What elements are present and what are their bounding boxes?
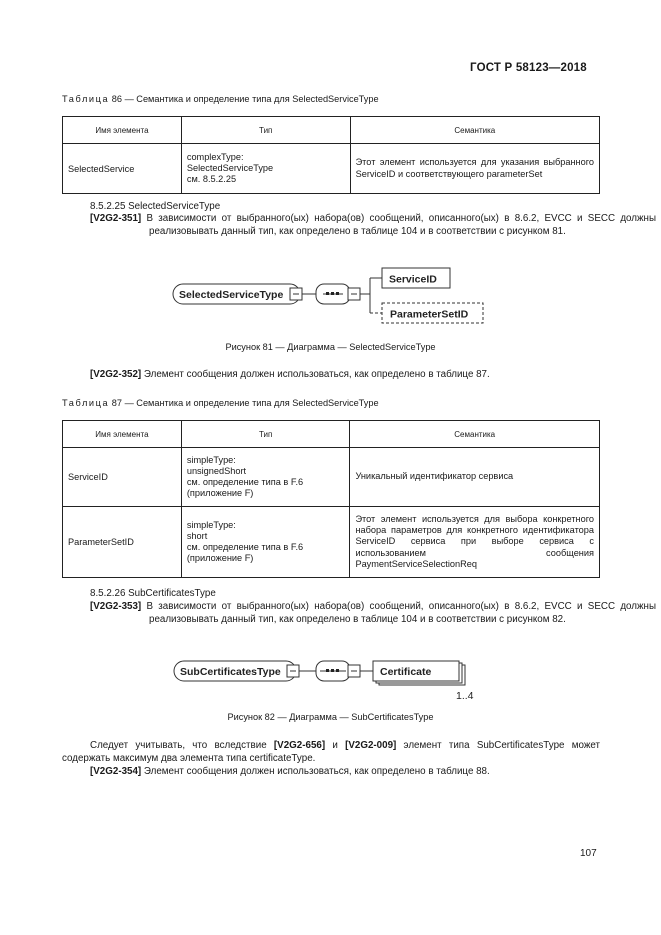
requirement-ref: [V2G2-009]: [345, 740, 397, 751]
text-run: и: [325, 740, 346, 751]
child-element-label: Certificate: [380, 666, 432, 678]
text-run: элемент типа SubCertificatesType может содержать максимум два элемента типа certificateType.: [62, 740, 600, 764]
caption-text: 86 — Семантика и определение типа для SelectedServiceType: [111, 94, 379, 104]
child-element-label: ServiceID: [389, 273, 437, 286]
type-label: SubCertificatesType: [180, 666, 281, 678]
semantics-cell: Этот элемент используется для выбора конкретного набора параметров для конкретного идентификатора ServiceID сервиса при выборе сервиса с использованием сообщения PaymentServiceSelectionReq: [350, 507, 600, 578]
type-line: complexType:: [186, 151, 244, 162]
semantics-cell: Этот элемент используется для указания выбранного ServiceID и соответствующего parameterSet: [350, 144, 599, 194]
element-name-cell: SelectedService: [63, 144, 182, 194]
type-line: см. определение типа в F.6: [186, 477, 304, 487]
type-cell: [181, 448, 350, 507]
requirement-id: [V2G2-354]: [90, 766, 142, 777]
requirement-id: [V2G2-351]: [90, 213, 142, 224]
requirement-text: В зависимости от выбранного(ых) набора(ов) сообщений, описанного(ых) в 8.6.2, EVCC и SECC должны реализовывать данный тип, как определено в таблице 104 и в соответствии с рисунком 82.: [141, 601, 656, 625]
requirement-id: [V2G2-352]: [90, 369, 142, 380]
column-header: Тип: [181, 117, 350, 144]
type-line: simpleType:: [186, 519, 236, 530]
column-header: Имя элемента: [63, 421, 182, 448]
section-heading: 8.5.2.25 SelectedServiceType: [90, 201, 221, 212]
type-line: short: [186, 530, 208, 541]
type-line: SelectedServiceType: [186, 162, 274, 173]
type-cell: [181, 507, 350, 578]
figure-82-caption: Рисунок 82 — Диаграмма — SubCertificatesType: [227, 712, 434, 722]
note-paragraph: [62, 740, 600, 766]
type-line: (приложение F): [186, 553, 254, 564]
multiplicity-label: 1..4: [456, 690, 474, 702]
caption-prefix: Таблица: [62, 94, 110, 104]
requirement-id: [V2G2-353]: [90, 601, 142, 612]
figure-81-diagram: [160, 262, 500, 328]
column-header: Семантика: [350, 421, 600, 448]
type-line: см. определение типа в F.6: [186, 542, 304, 552]
type-line: unsignedShort: [186, 465, 247, 476]
type-line: simpleType:: [186, 454, 236, 465]
table-header-row: [63, 117, 600, 144]
requirement-352: [90, 369, 490, 382]
caption-prefix: Таблица: [62, 398, 110, 408]
type-label: SelectedServiceType: [179, 289, 284, 301]
requirement-ref: [V2G2-656]: [273, 740, 326, 751]
table-row: [63, 448, 600, 507]
optional-child-element-label: ParameterSetID: [390, 308, 469, 321]
table-87: [62, 420, 600, 578]
caption-text: 87 — Семантика и определение типа для SelectedServiceType: [111, 398, 379, 408]
figure-82-diagram: [160, 650, 500, 706]
table-87-caption: [62, 398, 379, 408]
requirement-text: В зависимости от выбранного(ых) набора(ов) сообщений, описанного(ых) в 8.6.2, EVCC и SECC должны реализовывать данный тип, как определено в таблице 104 и в соответствии с рисунком 81.: [141, 213, 656, 237]
type-cell: [181, 144, 350, 194]
column-header: Имя элемента: [63, 117, 182, 144]
requirement-353: [90, 601, 656, 627]
semantics-cell: Уникальный идентификатор сервиса: [350, 448, 600, 507]
table-header-row: [63, 421, 600, 448]
page-number: 107: [580, 848, 597, 859]
document-standard-number: ГОСТ Р 58123—2018: [470, 62, 587, 74]
table-row: [63, 507, 600, 578]
element-name-cell: ParameterSetID: [63, 507, 182, 578]
figure-81-caption: Рисунок 81 — Диаграмма — SelectedServiceType: [225, 342, 436, 352]
type-line: (приложение F): [186, 488, 254, 499]
text-run: Следует учитывать, что вследствие: [90, 740, 274, 751]
requirement-text: Элемент сообщения должен использоваться, как определено в таблице 88.: [141, 766, 490, 777]
column-header: Семантика: [350, 117, 599, 144]
type-line: см. 8.5.2.25: [186, 174, 237, 185]
requirement-text: Элемент сообщения должен использоваться, как определено в таблице 87.: [141, 369, 490, 380]
column-header: Тип: [181, 421, 350, 448]
element-name-cell: ServiceID: [63, 448, 182, 507]
section-heading: 8.5.2.26 SubCertificatesType: [90, 588, 216, 599]
requirement-351: [90, 213, 656, 239]
table-row: [63, 144, 600, 194]
requirement-354: [90, 766, 490, 779]
table-86-caption: [62, 94, 379, 104]
table-86: [62, 116, 600, 194]
